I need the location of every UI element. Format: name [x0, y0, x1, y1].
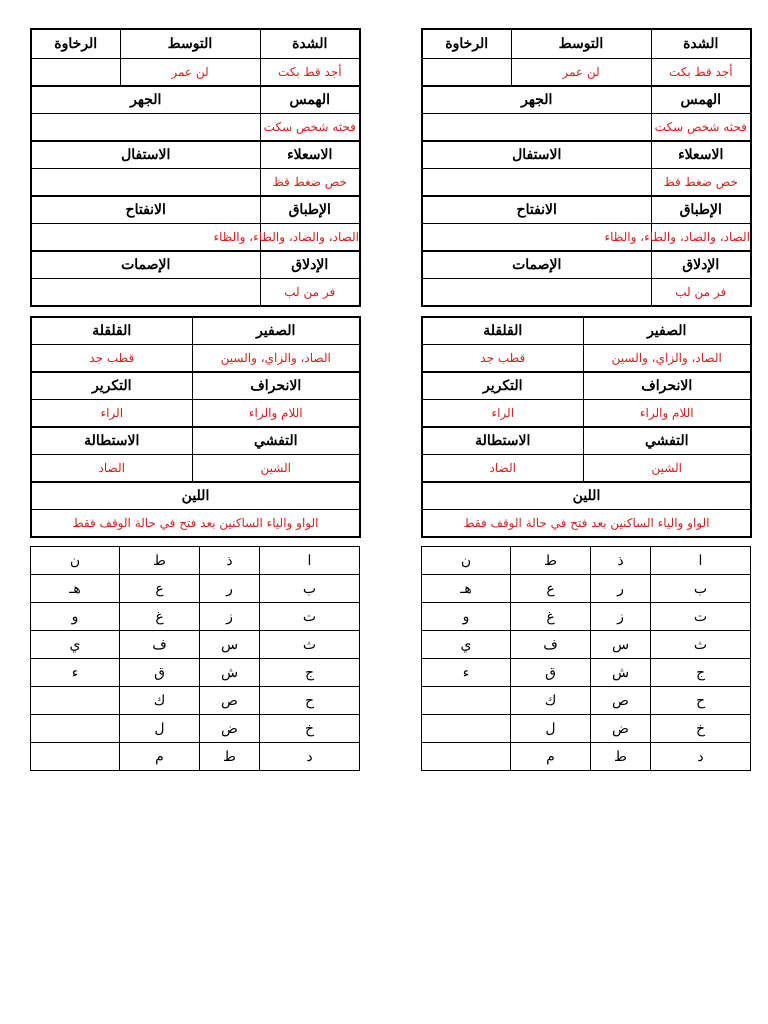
letter-cell: ت	[260, 603, 360, 631]
letter-cell: ف	[511, 631, 591, 659]
table-row	[31, 547, 360, 575]
letter-cell: ل	[120, 715, 200, 743]
header-cell: الجهر	[422, 86, 651, 114]
table-row	[31, 59, 360, 87]
table-row	[31, 345, 360, 373]
table-row	[422, 659, 751, 687]
header-cell: الإدلاق	[260, 251, 360, 279]
table-row	[31, 196, 360, 224]
letter-cell: ح	[651, 687, 751, 715]
header-cell: التوسط	[511, 29, 651, 59]
header-cell: الاستطالة	[31, 427, 192, 455]
example-cell: الصاد، والزاي، والسين	[583, 345, 751, 373]
letter-cell: ق	[511, 659, 591, 687]
letter-cell: ح	[260, 687, 360, 715]
header-cell: اللين	[422, 482, 751, 510]
header-cell: الجهر	[31, 86, 260, 114]
header-cell: الإطباق	[260, 196, 360, 224]
letter-cell: س	[200, 631, 260, 659]
letter-cell: ز	[591, 603, 651, 631]
example-cell: اللام والراء	[192, 400, 360, 428]
table-row	[422, 547, 751, 575]
example-cell: فر من لب	[651, 279, 751, 307]
table-row	[422, 29, 751, 59]
example-cell: خص ضغط قظ	[260, 169, 360, 197]
table-row	[422, 482, 751, 510]
letter-cell: ث	[651, 631, 751, 659]
letter-cell: ب	[260, 575, 360, 603]
table-row	[31, 510, 360, 538]
table-row	[31, 455, 360, 483]
letter-cell: ص	[591, 687, 651, 715]
header-cell: اللين	[31, 482, 360, 510]
header-cell: الإدلاق	[651, 251, 751, 279]
letter-cell: ك	[511, 687, 591, 715]
table-row	[422, 743, 751, 771]
header-cell: الرخاوة	[422, 29, 511, 59]
table-row	[422, 141, 751, 169]
header-cell: الانحراف	[192, 372, 360, 400]
header-cell: الاسعلاء	[651, 141, 751, 169]
header-cell: الصفير	[192, 317, 360, 345]
header-cell: الهمس	[651, 86, 751, 114]
sifat-extra-table	[421, 316, 752, 538]
letter-cell: ي	[31, 631, 120, 659]
header-cell: الإطباق	[651, 196, 751, 224]
letter-cell: ر	[591, 575, 651, 603]
table-row	[31, 224, 360, 252]
letter-cell: ك	[120, 687, 200, 715]
example-cell	[31, 169, 260, 197]
letter-cell: ء	[31, 659, 120, 687]
example-cell: الواو والياء الساكنين بعد فتح في حالة الوقف فقط	[422, 510, 751, 538]
letter-cell: ء	[422, 659, 511, 687]
table-row	[422, 400, 751, 428]
header-cell: الانفتاح	[31, 196, 260, 224]
letter-cell: ذ	[591, 547, 651, 575]
letter-cell: ط	[200, 743, 260, 771]
letter-cell: ف	[120, 631, 200, 659]
header-cell: الشدة	[651, 29, 751, 59]
example-cell: الراء	[31, 400, 192, 428]
example-cell: الصاد، والضاد، والطاء، والظاء	[651, 224, 751, 252]
letter-cell: د	[651, 743, 751, 771]
letter-cell: ط	[511, 547, 591, 575]
table-row	[422, 317, 751, 345]
letter-cell	[422, 715, 511, 743]
header-cell: التكرير	[31, 372, 192, 400]
letter-cell: ع	[120, 575, 200, 603]
table-row	[422, 345, 751, 373]
letter-cell: ث	[260, 631, 360, 659]
letter-cell: ط	[591, 743, 651, 771]
header-cell: الاستفال	[31, 141, 260, 169]
sheet-copy-right	[421, 28, 750, 771]
table-row	[422, 687, 751, 715]
sifat-extra-table	[30, 316, 361, 538]
letter-cell: ص	[200, 687, 260, 715]
table-row	[31, 317, 360, 345]
header-cell: القلقلة	[422, 317, 583, 345]
letter-cell: ي	[422, 631, 511, 659]
example-cell: اللام والراء	[583, 400, 751, 428]
letter-cell: ض	[200, 715, 260, 743]
example-cell	[31, 114, 260, 142]
letter-cell: ا	[651, 547, 751, 575]
letters-table	[30, 546, 360, 771]
letter-cell	[422, 743, 511, 771]
header-cell: القلقلة	[31, 317, 192, 345]
table-row	[31, 169, 360, 197]
example-cell: فحثه شخص سكت	[260, 114, 360, 142]
letter-cell: ت	[651, 603, 751, 631]
letter-cell: ذ	[200, 547, 260, 575]
table-row	[31, 715, 360, 743]
example-cell: لن عمر	[511, 59, 651, 87]
header-cell: الانفتاح	[422, 196, 651, 224]
table-row	[31, 372, 360, 400]
letter-cell: ض	[591, 715, 651, 743]
example-cell: الضاد	[422, 455, 583, 483]
table-row	[422, 510, 751, 538]
letter-cell: هـ	[31, 575, 120, 603]
header-cell: التفشي	[192, 427, 360, 455]
letter-cell: ز	[200, 603, 260, 631]
table-row	[31, 251, 360, 279]
letter-cell: ج	[651, 659, 751, 687]
table-row	[31, 659, 360, 687]
table-row	[31, 575, 360, 603]
table-row	[422, 169, 751, 197]
example-cell: قطب جد	[422, 345, 583, 373]
example-cell: الراء	[422, 400, 583, 428]
example-cell	[422, 59, 511, 87]
header-cell: الاستطالة	[422, 427, 583, 455]
letter-cell	[422, 687, 511, 715]
table-row	[422, 59, 751, 87]
table-row	[31, 400, 360, 428]
example-cell: أجد قط بكت	[651, 59, 751, 87]
header-cell: الاسعلاء	[260, 141, 360, 169]
header-cell: الاستفال	[422, 141, 651, 169]
letter-cell: غ	[120, 603, 200, 631]
letter-cell: ش	[591, 659, 651, 687]
example-cell	[31, 279, 260, 307]
letter-cell: ع	[511, 575, 591, 603]
example-cell: فر من لب	[260, 279, 360, 307]
table-row	[422, 196, 751, 224]
letter-cell: غ	[511, 603, 591, 631]
header-cell: التكرير	[422, 372, 583, 400]
letter-cell: د	[260, 743, 360, 771]
table-row	[422, 86, 751, 114]
table-row	[31, 631, 360, 659]
letter-cell: ش	[200, 659, 260, 687]
example-cell	[422, 279, 651, 307]
example-cell: الصاد، والزاي، والسين	[192, 345, 360, 373]
letter-cell: و	[422, 603, 511, 631]
letter-cell: خ	[260, 715, 360, 743]
letter-cell: ب	[651, 575, 751, 603]
letter-cell: ا	[260, 547, 360, 575]
table-row	[422, 372, 751, 400]
header-cell: الهمس	[260, 86, 360, 114]
letter-cell: و	[31, 603, 120, 631]
header-cell: الرخاوة	[31, 29, 120, 59]
letter-cell: س	[591, 631, 651, 659]
example-cell: أجد قط بكت	[260, 59, 360, 87]
letters-table	[421, 546, 751, 771]
table-row	[422, 114, 751, 142]
table-row	[422, 279, 751, 307]
header-cell: الانحراف	[583, 372, 751, 400]
example-cell: قطب جد	[31, 345, 192, 373]
table-row	[422, 575, 751, 603]
letter-cell: ن	[422, 547, 511, 575]
letter-cell	[31, 715, 120, 743]
table-row	[31, 743, 360, 771]
table-row	[422, 631, 751, 659]
table-row	[31, 86, 360, 114]
table-row	[31, 279, 360, 307]
example-cell	[422, 114, 651, 142]
letter-cell: ق	[120, 659, 200, 687]
table-row	[422, 251, 751, 279]
table-row	[422, 603, 751, 631]
sheet-copy-left	[30, 28, 359, 771]
table-row	[422, 455, 751, 483]
header-cell: التوسط	[120, 29, 260, 59]
table-row	[31, 427, 360, 455]
letter-cell: ن	[31, 547, 120, 575]
table-row	[422, 224, 751, 252]
example-cell	[31, 59, 120, 87]
letter-cell: هـ	[422, 575, 511, 603]
example-cell: الشين	[192, 455, 360, 483]
example-cell: الصاد، والضاد، والطاء، والظاء	[260, 224, 360, 252]
example-cell: الواو والياء الساكنين بعد فتح في حالة الوقف فقط	[31, 510, 360, 538]
sifat-main-table	[30, 28, 361, 307]
table-row	[422, 427, 751, 455]
table-row	[31, 114, 360, 142]
letter-cell	[31, 687, 120, 715]
example-cell: الشين	[583, 455, 751, 483]
header-cell: التفشي	[583, 427, 751, 455]
example-cell: لن عمر	[120, 59, 260, 87]
letter-cell	[31, 743, 120, 771]
letter-cell: ج	[260, 659, 360, 687]
letter-cell: خ	[651, 715, 751, 743]
letter-cell: ر	[200, 575, 260, 603]
table-row	[31, 482, 360, 510]
header-cell: الصفير	[583, 317, 751, 345]
example-cell: خص ضغط قظ	[651, 169, 751, 197]
table-row	[31, 687, 360, 715]
example-cell: فحثه شخص سكت	[651, 114, 751, 142]
letter-cell: م	[511, 743, 591, 771]
letter-cell: ط	[120, 547, 200, 575]
table-row	[422, 715, 751, 743]
table-row	[31, 141, 360, 169]
header-cell: الشدة	[260, 29, 360, 59]
letter-cell: ل	[511, 715, 591, 743]
sifat-main-table	[421, 28, 752, 307]
example-cell: الضاد	[31, 455, 192, 483]
letter-cell: م	[120, 743, 200, 771]
header-cell: الإصمات	[422, 251, 651, 279]
table-row	[31, 29, 360, 59]
example-cell	[422, 169, 651, 197]
header-cell: الإصمات	[31, 251, 260, 279]
table-row	[31, 603, 360, 631]
